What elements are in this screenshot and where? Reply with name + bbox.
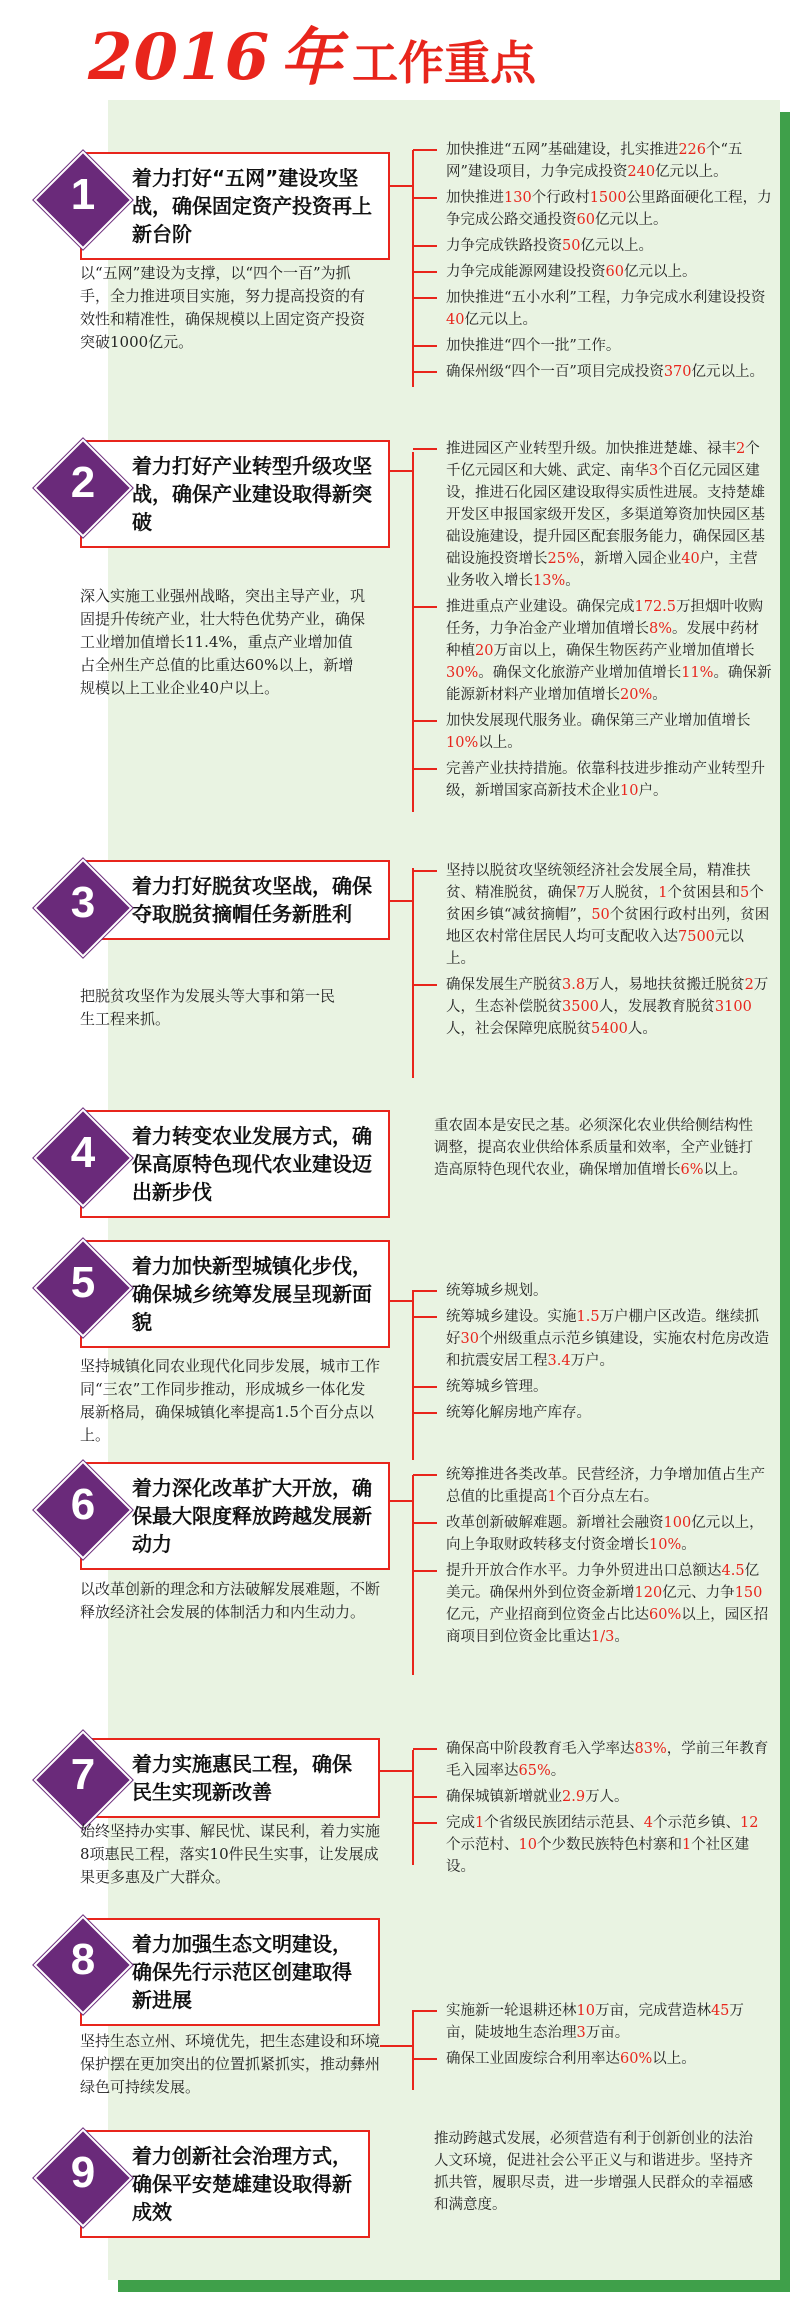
list-item: 提升开放合作水平。力争外贸进出口总额达4.5亿美元。确保州外到位资金新增120亿元、力争150亿元，产业招商到位资金占比达60%以上，园区招商项目到位资金比重达1/3。 xyxy=(442,1560,772,1648)
bracket xyxy=(412,2010,414,2090)
section-6-heading: 着力深化改革扩大开放，确保最大限度释放跨越发展新动力 xyxy=(80,1462,390,1570)
connector xyxy=(390,185,412,187)
section-9-items xyxy=(430,2128,760,2220)
section-2-intro: 深入实施工业强州战略，突出主导产业，巩固提升传统产业，壮大特色优势产业，确保工业增加值增长11.4%，重点产业增加值占全州生产总值的比重达60%以上，新增规模以上工业企业40户以上。 xyxy=(80,587,366,697)
section-8-items xyxy=(442,2000,772,2074)
list-item: 完善产业扶持措施。依靠科技进步推动产业转型升级，新增国家高新技术企业10户。 xyxy=(442,758,772,802)
list-item: 推进园区产业转型升级。加快推进楚雄、禄丰2个千亿元园区和大姚、武定、南华3个百亿元园区建设，推进石化园区建设取得实质性进展。支持楚雄开发区申报国家级开发区，多渠道筹资加快园区基础设施建设，提升园区配套服务能力，确保园区基础设施投资增长25%，新增入园企业40户，主营业务收入增长13%。 xyxy=(442,438,772,592)
section-1-intro: 以“五网”建设为支撑，以“四个一百”为抓手，全力推进项目实施，努力提高投资的有效性和精准性，确保规模以上固定资产投资突破1000亿元。 xyxy=(80,264,366,351)
section-7-intro: 始终坚持办实事、解民忧、谋民利，着力实施8项惠民工程，落实10件民生实事，让发展成果更多惠及广大群众。 xyxy=(80,1822,381,1886)
section-7-items xyxy=(442,1738,772,1882)
section-3-number: 3 xyxy=(70,878,96,927)
list-item: 力争完成铁路投资50亿元以上。 xyxy=(442,235,772,257)
title-nian: 年 xyxy=(280,21,343,94)
connector xyxy=(380,1770,412,1772)
section-2-heading: 着力打好产业转型升级攻坚战，确保产业建设取得新突破 xyxy=(80,440,390,548)
list-item: 完成1个省级民族团结示范县、4个示范乡镇、12个示范村、10个少数民族特色村寨和1个社区建设。 xyxy=(442,1812,772,1878)
list-item: 确保州级“四个一百”项目完成投资370亿元以上。 xyxy=(442,361,772,383)
section-3-items xyxy=(442,860,772,1044)
title-rest: 工作重点 xyxy=(352,36,537,90)
bracket xyxy=(412,150,414,387)
section-5-items xyxy=(442,1280,772,1428)
section-1-heading: 着力打好“五网”建设攻坚战，确保固定资产投资再上新台阶 xyxy=(80,152,390,260)
section-5-number: 5 xyxy=(70,1258,96,1307)
section-6-items xyxy=(442,1464,772,1652)
section-6-number: 6 xyxy=(70,1480,96,1529)
list-item: 确保城镇新增就业2.9万人。 xyxy=(442,1786,772,1808)
bracket xyxy=(412,452,414,812)
list-item: 加快推进130个行政村1500公里路面硬化工程，力争完成公路交通投资60亿元以上。 xyxy=(442,187,772,231)
section-5-intro: 坚持城镇化同农业现代化同步发展，城市工作同“三农”工作同步推动，形成城乡一体化发展新格局，确保城镇化率提高1.5个百分点以上。 xyxy=(80,1357,381,1444)
section-3-intro: 把脱贫攻坚作为发展头等大事和第一民生工程来抓。 xyxy=(80,987,336,1028)
connector xyxy=(390,900,412,902)
section-9-number: 9 xyxy=(70,2148,96,2197)
section-9-heading: 着力创新社会治理方式，确保平安楚雄建设取得新成效 xyxy=(80,2130,370,2238)
list-item: 加快推进“四个一批”工作。 xyxy=(442,335,772,357)
list-item: 加快推进“五网”基础建设，扎实推进226个“五网”建设项目，力争完成投资240亿元以上。 xyxy=(442,139,772,183)
list-item: 统筹推进各类改革。民营经济，力争增加值占生产总值的比重提高1个百分点左右。 xyxy=(442,1464,772,1508)
list-item: 实施新一轮退耕还林10万亩，完成营造林45万亩，陡坡地生态治理3万亩。 xyxy=(442,2000,772,2044)
list-item: 改革创新破解难题。新增社会融资100亿元以上，向上争取财政转移支付资金增长10%。 xyxy=(442,1512,772,1556)
section-5-heading: 着力加快新型城镇化步伐，确保城乡统筹发展呈现新面貌 xyxy=(80,1240,390,1348)
section-1-items xyxy=(442,139,772,387)
list-item: 确保工业固废综合利用率达60%以上。 xyxy=(442,2048,772,2070)
list-item: 确保高中阶段教育毛入学率达83%，学前三年教育毛入园率达65%。 xyxy=(442,1738,772,1782)
list-item: 统筹城乡管理。 xyxy=(442,1376,772,1398)
section-6-intro: 以改革创新的理念和方法破解发展难题，不断释放经济社会发展的体制活力和内生动力。 xyxy=(80,1580,381,1621)
section-7-heading: 着力实施惠民工程，确保民生实现新改善 xyxy=(80,1738,380,1818)
list-item: 加快发展现代服务业。确保第三产业增加值增长10%以上。 xyxy=(442,710,772,754)
list-item: 确保发展生产脱贫3.8万人，易地扶贫搬迁脱贫2万人，生态补偿脱贫3500人，发展教育脱贫3100人，社会保障兜底脱贫5400人。 xyxy=(442,974,772,1040)
list-item: 统筹城乡建设。实施1.5万户棚户区改造。继续抓好30个州级重点示范乡镇建设，实施农村危房改造和抗震安居工程3.4万户。 xyxy=(442,1306,772,1372)
list-item: 推动跨越式发展，必须营造有利于创新创业的法治人文环境，促进社会公平正义与和谐进步。坚持齐抓共管，履职尽责，进一步增强人民群众的幸福感和满意度。 xyxy=(434,2131,753,2213)
list-item: 统筹化解房地产库存。 xyxy=(442,1402,772,1424)
connector xyxy=(390,1500,412,1502)
section-8-intro: 坚持生态立州、环境优先，把生态建设和环境保护摆在更加突出的位置抓紧抓实，推动彝州绿色可持续发展。 xyxy=(80,2032,381,2096)
connector xyxy=(380,2045,412,2047)
section-2-items xyxy=(442,438,772,806)
section-8-heading: 着力加强生态文明建设，确保先行示范区创建取得新进展 xyxy=(80,1918,380,2026)
connector xyxy=(390,1300,412,1302)
section-2-number: 2 xyxy=(70,458,96,507)
section-4-number: 4 xyxy=(70,1128,96,1177)
section-7-number: 7 xyxy=(70,1750,96,1799)
section-1-number: 1 xyxy=(70,170,96,219)
list-item: 重农固本是安民之基。必须深化农业供给侧结构性调整，提高农业供给体系质量和效率，全产业链打造高原特色现代农业，确保增加值增长6%以上。 xyxy=(434,1118,753,1178)
list-item: 坚持以脱贫攻坚统领经济社会发展全局，精准扶贫、精准脱贫，确保7万人脱贫，1个贫困县和5个贫困乡镇“减贫摘帽”，50个贫困行政村出列，贫困地区农村常住居民人均可支配收入达7500元以上。 xyxy=(442,860,772,970)
list-item: 加快推进“五小水利”工程，力争完成水利建设投资40亿元以上。 xyxy=(442,287,772,331)
list-item: 统筹城乡规划。 xyxy=(442,1280,772,1302)
section-8-number: 8 xyxy=(70,1935,96,1984)
list-item: 推进重点产业建设。确保完成172.5万担烟叶收购任务，力争冶金产业增加值增长8%。发展中药材种植20万亩以上，确保生物医药产业增加值增长30%。确保文化旅游产业增加值增长11%。确保新能源新材料产业增加值增长20%。 xyxy=(442,596,772,706)
section-3-heading: 着力打好脱贫攻坚战，确保夺取脱贫摘帽任务新胜利 xyxy=(80,860,390,940)
list-item: 力争完成能源网建设投资60亿元以上。 xyxy=(442,261,772,283)
page-title xyxy=(88,8,708,98)
title-year: 2016 xyxy=(88,20,271,95)
connector xyxy=(390,470,412,472)
section-4-items xyxy=(430,1115,760,1185)
section-4-heading: 着力转变农业发展方式，确保高原特色现代农业建设迈出新步伐 xyxy=(80,1110,390,1218)
bracket xyxy=(412,1475,414,1675)
bracket xyxy=(412,1750,414,1865)
bracket xyxy=(412,868,414,1078)
